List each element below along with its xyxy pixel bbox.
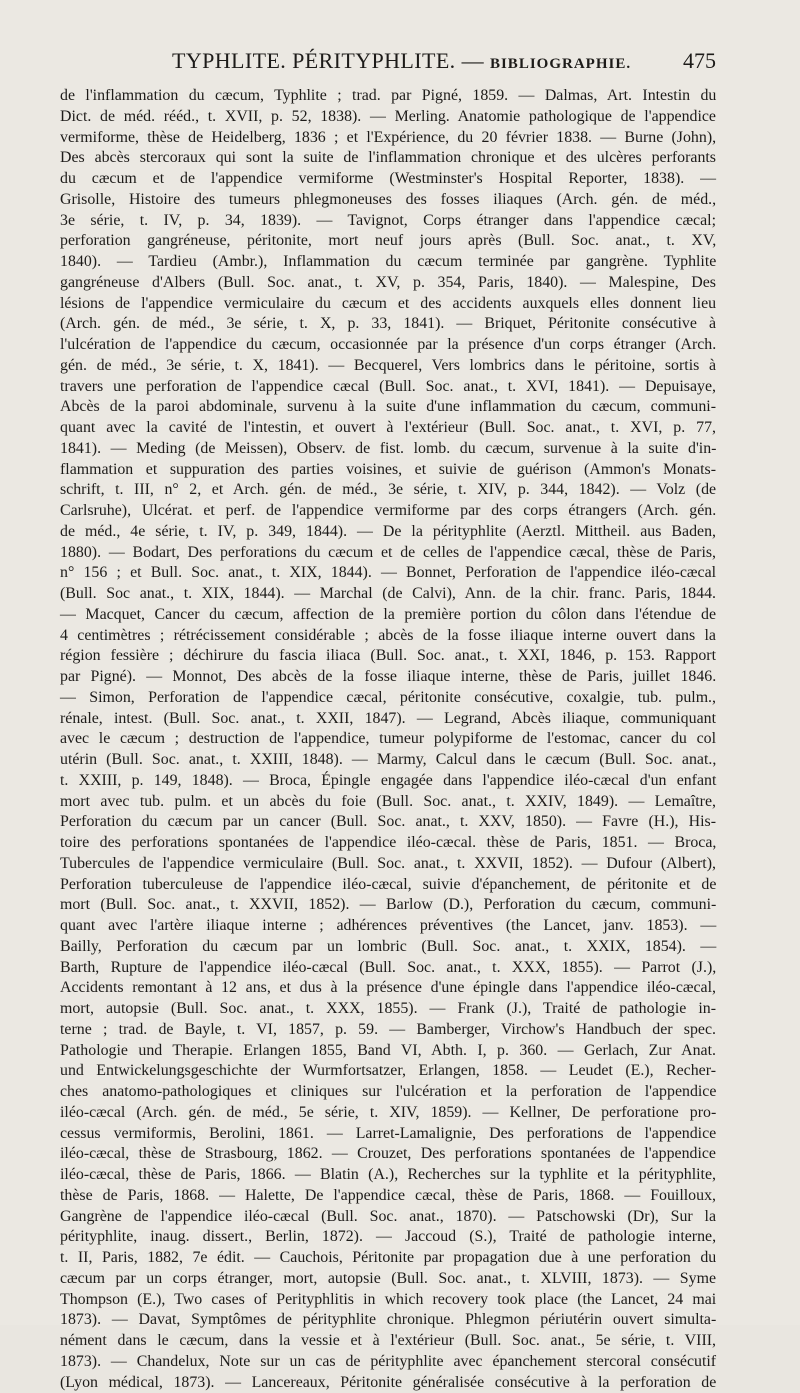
header-dash: — <box>462 48 484 73</box>
text-line: iléo-cæcal, thèse de Strasbourg, 1862. — Crouzet, Des perforations spontanées de l'appendice <box>60 1144 716 1165</box>
text-line: vermiforme, thèse de Heidelberg, 1836 ; et l'Expérience, du 20 février 1838. — Burne (John), <box>60 128 716 149</box>
text-line: lésions de l'appendice vermiculaire du cæcum et des accidents auxquels elles donnent lieu <box>60 294 716 315</box>
text-line: mort (Bull. Soc. anat., t. XXVII, 1852). — Barlow (D.), Perforation du cæcum, communi- <box>60 895 716 916</box>
text-line: mort, autopsie (Bull. Soc. anat., t. XXX, 1855). — Frank (J.), Traité de pathologie in- <box>60 999 716 1020</box>
text-line: par Pigné). — Monnot, Des abcès de la fosse iliaque interne, thèse de Paris, juillet 1846. <box>60 667 716 688</box>
text-line: Accidents remontant à 12 ans, et dus à la présence d'une épingle dans l'appendice iléo-cæcal, <box>60 978 716 999</box>
text-line: perforation gangréneuse, péritonite, mort neuf jours après (Bull. Soc. anat., t. XV, <box>60 231 716 252</box>
text-line: quant avec l'artère iliaque interne ; adhérences préventives (the Lancet, janv. 1853). — <box>60 916 716 937</box>
text-line: flammation et suppuration des parties voisines, et suivie de guérison (Ammon's Monats- <box>60 460 716 481</box>
text-line: (Arch. gén. de méd., 3e série, t. X, p. 33, 1841). — Briquet, Péritonite consécutive à <box>60 314 716 335</box>
text-line: t. XXIII, p. 149, 1848). — Broca, Épingle engagée dans l'appendice iléo-cæcal d'un enfant <box>60 771 716 792</box>
text-line: gangréneuse d'Albers (Bull. Soc. anat., t. XV, p. 354, Paris, 1840). — Malespine, Des <box>60 273 716 294</box>
page-number: 475 <box>683 48 716 74</box>
running-title <box>172 48 631 74</box>
text-line: 1880). — Bodart, Des perforations du cæcum et de celles de l'appendice cæcal, thèse de Paris, <box>60 543 716 564</box>
text-line: toire des perforations spontanées de l'appendice iléo-cæcal. thèse de Paris, 1851. — Broca, <box>60 833 716 854</box>
text-line: rénale, intest. (Bull. Soc. anat., t. XXII, 1847). — Legrand, Abcès iliaque, communiquant <box>60 709 716 730</box>
text-line: 3e série, t. IV, p. 34, 1839). — Tavignot, Corps étranger dans l'appendice cæcal; <box>60 211 716 232</box>
text-line: iléo-cæcal, thèse de Paris, 1866. — Blatin (A.), Recherches sur la typhlite et la pérityphlite, <box>60 1165 716 1186</box>
text-line: cessus vermiformis, Berolini, 1861. — Larret-Lamalignie, Des perforations de l'appendice <box>60 1124 716 1145</box>
text-line: quant avec la cavité de l'intestin, et ouvert à l'extérieur (Bull. Soc. anat., t. XVI, p. 77, <box>60 418 716 439</box>
text-line: Thompson (E.), Two cases of Perityphlitis in which recovery took place (the Lancet, 24 mai <box>60 1290 716 1311</box>
text-line: nément dans le cæcum, dans la vessie et à l'extérieur (Bull. Soc. anat., 5e série, t. VIII, <box>60 1331 716 1352</box>
text-line: thèse de Paris, 1868. — Halette, De l'appendice cæcal, thèse de Paris, 1868. — Fouilloux, <box>60 1186 716 1207</box>
text-line: Gangrène de l'appendice iléo-cæcal (Bull. Soc. anat., 1870). — Patschowski (Dr), Sur la <box>60 1207 716 1228</box>
text-line: Carlsruhe), Ulcérat. et perf. de l'appendice vermiforme par des corps étrangers (Arch. gén. <box>60 501 716 522</box>
text-line: Des abcès stercoraux qui sont la suite de l'inflammation chronique et des ulcères perforants <box>60 148 716 169</box>
text-line: und Entwickelungsgeschichte der Wurmfortsatzer, Erlangen, 1858. — Leudet (E.), Recher- <box>60 1061 716 1082</box>
text-line: 4 centimètres ; rétrécissement considérable ; abcès de la fosse iliaque interne ouvert dans la <box>60 626 716 647</box>
text-line: Abcès de la paroi abdominale, survenu à la suite d'une inflammation du cæcum, communi- <box>60 397 716 418</box>
running-title-text: TYPHLITE. PÉRITYPHLITE. <box>172 48 456 73</box>
text-line: (Lyon médical, 1873). — Lancereaux, Péritonite généralisée consécutive à la perforation de <box>60 1373 716 1393</box>
text-line: de méd., 4e série, t. IV, p. 349, 1844). — De la pérityphlite (Aerztl. Mittheil. aus Baden, <box>60 522 716 543</box>
text-line: mort avec tub. pulm. et un abcès du foie (Bull. Soc. anat., t. XXIV, 1849). — Lemaître, <box>60 792 716 813</box>
text-line: Tubercules de l'appendice vermiculaire (Bull. Soc. anat., t. XXVII, 1852). — Dufour (Albert), <box>60 854 716 875</box>
page-header <box>60 48 716 78</box>
text-line: Perforation du cæcum par un cancer (Bull. Soc. anat., t. XXV, 1850). — Favre (H.), His- <box>60 812 716 833</box>
text-line: (Bull. Soc anat., t. XIX, 1844). — Marchal (de Calvi), Ann. de la chir. franc. Paris, 1844. <box>60 584 716 605</box>
text-line: Barth, Rupture de l'appendice iléo-cæcal (Bull. Soc. anat., t. XXX, 1855). — Parrot (J.), <box>60 958 716 979</box>
text-line: Dict. de méd. rééd., t. XVII, p. 52, 1838). — Merling. Anatomie pathologique de l'appendice <box>60 107 716 128</box>
text-line: schrift, t. III, n° 2, et Arch. gén. de méd., 3e série, t. XIV, p. 344, 1842). — Volz (de <box>60 480 716 501</box>
text-line: Perforation tuberculeuse de l'appendice iléo-cæcal, suivie d'épanchement, de péritonite et de <box>60 875 716 896</box>
text-line: — Simon, Perforation de l'appendice cæcal, péritonite consécutive, coxalgie, tub. pulm., <box>60 688 716 709</box>
text-line: 1873). — Chandelux, Note sur un cas de pérityphlite avec épanchement stercoral consécutif <box>60 1352 716 1373</box>
text-line: l'ulcération de l'appendice du cæcum, occasionnée par la présence d'un corps étranger (Arch. <box>60 335 716 356</box>
text-line: terne ; trad. de Bayle, t. VI, 1857, p. 59. — Bamberger, Virchow's Handbuch der spec. <box>60 1020 716 1041</box>
section-title: BIBLIOGRAPHIE. <box>490 56 631 72</box>
text-line: cæcum par un corps étranger, mort, autopsie (Bull. Soc. anat., t. XLVIII, 1873). — Syme <box>60 1269 716 1290</box>
text-line: Bailly, Perforation du cæcum par un lombric (Bull. Soc. anat., t. XXIX, 1854). — <box>60 937 716 958</box>
text-line: du cæcum et de l'appendice vermiforme (Westminster's Hospital Reporter, 1838). — <box>60 169 716 190</box>
bibliography-text <box>60 86 716 1393</box>
text-line: t. II, Paris, 1882, 7e édit. — Cauchois, Péritonite par propagation due à une perforation du <box>60 1248 716 1269</box>
text-line: travers une perforation de l'appendice cæcal (Bull. Soc. anat., t. XVI, 1841). — Depuisaye, <box>60 377 716 398</box>
text-line: 1841). — Meding (de Meissen), Observ. de fist. lomb. du cæcum, survenue à la suite d'in- <box>60 439 716 460</box>
text-line: iléo-cæcal (Arch. gén. de méd., 5e série, t. XIV, 1859). — Kellner, De perforatione pro- <box>60 1103 716 1124</box>
text-line: 1873). — Davat, Symptômes de pérityphlite chronique. Phlegmon périutérin ouvert simulta- <box>60 1310 716 1331</box>
text-line: gén. de méd., 3e série, t. X, 1841). — Becquerel, Vers lombrics dans le péritoine, sortis à <box>60 356 716 377</box>
text-line: Grisolle, Histoire des tumeurs phlegmoneuses des fosses iliaques (Arch. gén. de méd., <box>60 190 716 211</box>
text-line: pérityphlite, inaug. dissert., Berlin, 1872). — Jaccoud (S.), Traité de pathologie interne, <box>60 1227 716 1248</box>
text-line: — Macquet, Cancer du cæcum, affection de la première portion du côlon dans l'étendue de <box>60 605 716 626</box>
text-line: avec le cæcum ; destruction de l'appendice, tumeur polypiforme de l'estomac, cancer du col <box>60 729 716 750</box>
text-line: n° 156 ; et Bull. Soc. anat., t. XIX, 1844). — Bonnet, Perforation de l'appendice iléo-cæcal <box>60 563 716 584</box>
text-line: 1840). — Tardieu (Ambr.), Inflammation du cæcum terminée par gangrène. Typhlite <box>60 252 716 273</box>
text-line: Pathologie und Therapie. Erlangen 1855, Band VI, Abth. I, p. 360. — Gerlach, Zur Anat. <box>60 1041 716 1062</box>
text-line: de l'inflammation du cæcum, Typhlite ; trad. par Pigné, 1859. — Dalmas, Art. Intestin du <box>60 86 716 107</box>
text-line: utérin (Bull. Soc. anat., t. XXIII, 1848). — Marmy, Calcul dans le cæcum (Bull. Soc. anat., <box>60 750 716 771</box>
text-line: région fessière ; déchirure du fascia iliaca (Bull. Soc. anat., t. XXI, 1846, p. 153. Rapport <box>60 646 716 667</box>
text-line: ches anatomo-pathologiques et cliniques sur l'ulcération et la perforation de l'appendice <box>60 1082 716 1103</box>
